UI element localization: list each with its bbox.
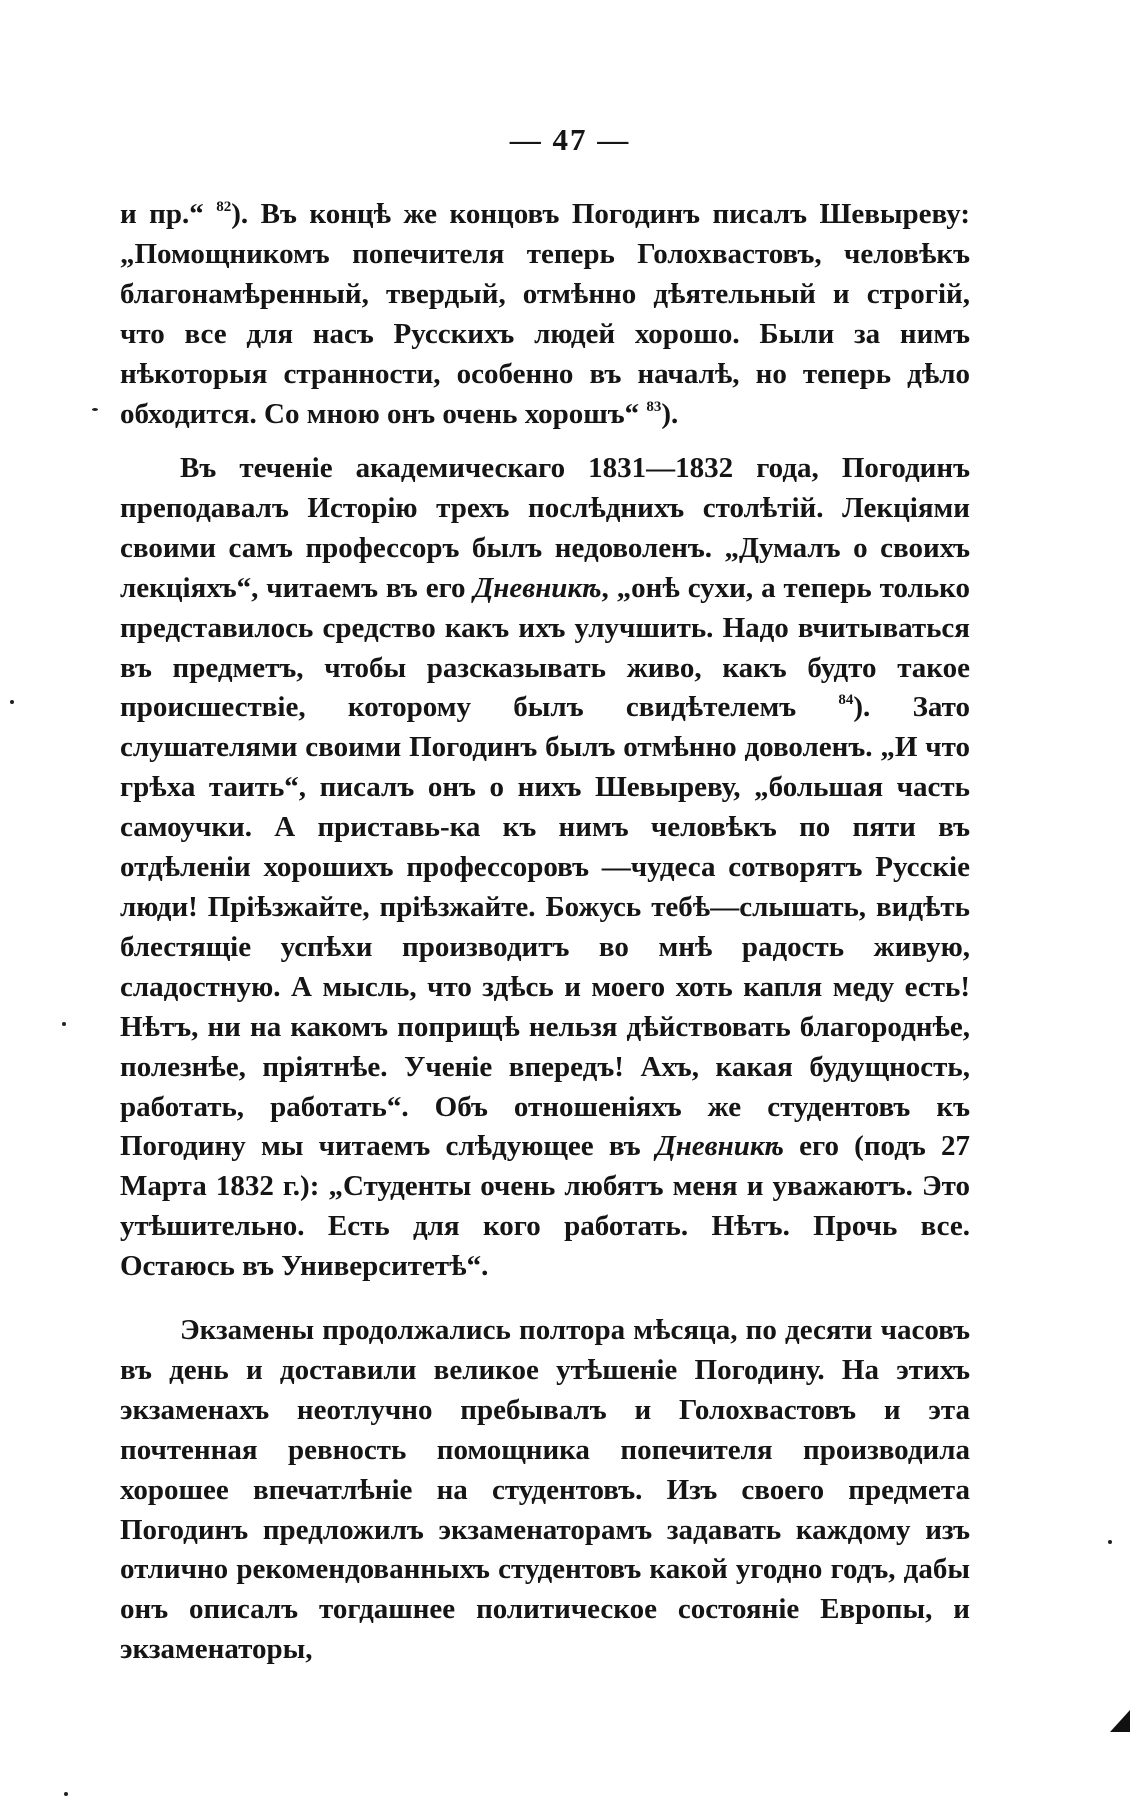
scan-speck bbox=[10, 700, 14, 704]
paragraph-lectures bbox=[120, 449, 970, 1287]
text-run: ). Зато слушателями своими Погодинъ былъ отмѣнно доволенъ. „И что грѣха таить“, писалъ онъ о нихъ Шевыреву, „большая часть самоучки. А приставь-ка къ нимъ человѣкъ по пяти въ отдѣленіи хорошихъ профессоровъ —чудеса сотворятъ Русскіе люди! Пріѣзжайте, пріѣзжайте. Божусь тебѣ—слышать, видѣть блестящіе успѣхи производитъ во мнѣ радость живую, сладостную. А мысль, что здѣсь и моего хоть капля меду есть! Нѣтъ, ни на какомъ поприщѣ нельзя дѣйствовать благороднѣе, полезнѣе, пріятнѣе. Ученіе впередъ! Ахъ, какая будущность, работать, работать“. Объ отношеніяхъ же студентовъ къ Погодину мы читаемъ слѣдующее въ bbox=[120, 691, 970, 1163]
paragraph-exams bbox=[120, 1311, 970, 1670]
text-run: ). Въ концѣ же концовъ Погодинъ писалъ Шевыреву: „Помощникомъ попечителя теперь Голохвастовъ, человѣкъ благонамѣренный, твердый, отмѣнно дѣятельный и строгій, что все для насъ Русскихъ людей хорошо. Были за нимъ нѣкоторыя странности, особенно въ началѣ, но теперь дѣло обходится. Со мною онъ очень хорошъ“ bbox=[120, 198, 971, 430]
text-run: ). bbox=[661, 397, 679, 430]
text-run: Въ теченіе академическаго 1831—1832 года, Погодинъ преподавалъ Исторію трехъ послѣднихъ столѣтій. Лекціями своими самъ профессоръ былъ недоволенъ. „Думалъ о своихъ лекціяхъ“, читаемъ въ его bbox=[120, 452, 970, 604]
text-run: , „онѣ сухи, а теперь только представилось средство какъ ихъ улучшить. Надо вчитываться въ предметъ, чтобы разсказывать живо, какъ будто такое происшествіе, которому былъ свидѣтелемъ bbox=[120, 571, 971, 724]
scan-corner-mark bbox=[1110, 1710, 1130, 1732]
italic-title: Дневникѣ bbox=[655, 1130, 784, 1163]
footnote-ref: 82 bbox=[216, 199, 232, 215]
text-run: и пр.“ bbox=[120, 198, 217, 230]
page-number: — 47 — bbox=[509, 122, 631, 157]
scan-speck bbox=[1108, 1540, 1112, 1544]
scan-speck bbox=[62, 1022, 66, 1026]
text-run: Экзамены продолжались полтора мѣсяца, по десяти часовъ въ день и доставили великое утѣшеніе Погодину. На этихъ экзаменахъ неотлучно пребывалъ и Голохвастовъ и эта почтенная ревность помощника попечителя производила хорошее впечатлѣніе на студентовъ. Изъ своего предмета Погодинъ предложилъ экзаменаторамъ задавать каждому изъ отлично рекомендованныхъ студентовъ какой угодно годъ, дабы онъ описалъ тогдашнее политическое состояніе Европы, и экзаменаторы, bbox=[120, 1314, 970, 1666]
footnote-ref: 83 bbox=[646, 398, 662, 415]
paragraph-body bbox=[120, 1311, 970, 1670]
italic-title: Дневникѣ bbox=[473, 571, 602, 604]
paragraph-continuation bbox=[120, 195, 970, 434]
paragraph-body bbox=[120, 195, 970, 434]
paragraph-body bbox=[120, 449, 970, 1287]
text-run: его (подъ 27 Марта 1832 г.): „Студенты очень любятъ меня и уважаютъ. Это утѣшительно. Есть для кого работать. Нѣтъ. Прочь все. Остаюсь въ Университетѣ“. bbox=[120, 1130, 970, 1283]
scan-speck bbox=[92, 408, 98, 411]
footnote-ref: 84 bbox=[838, 692, 854, 709]
scan-speck bbox=[64, 1792, 68, 1796]
